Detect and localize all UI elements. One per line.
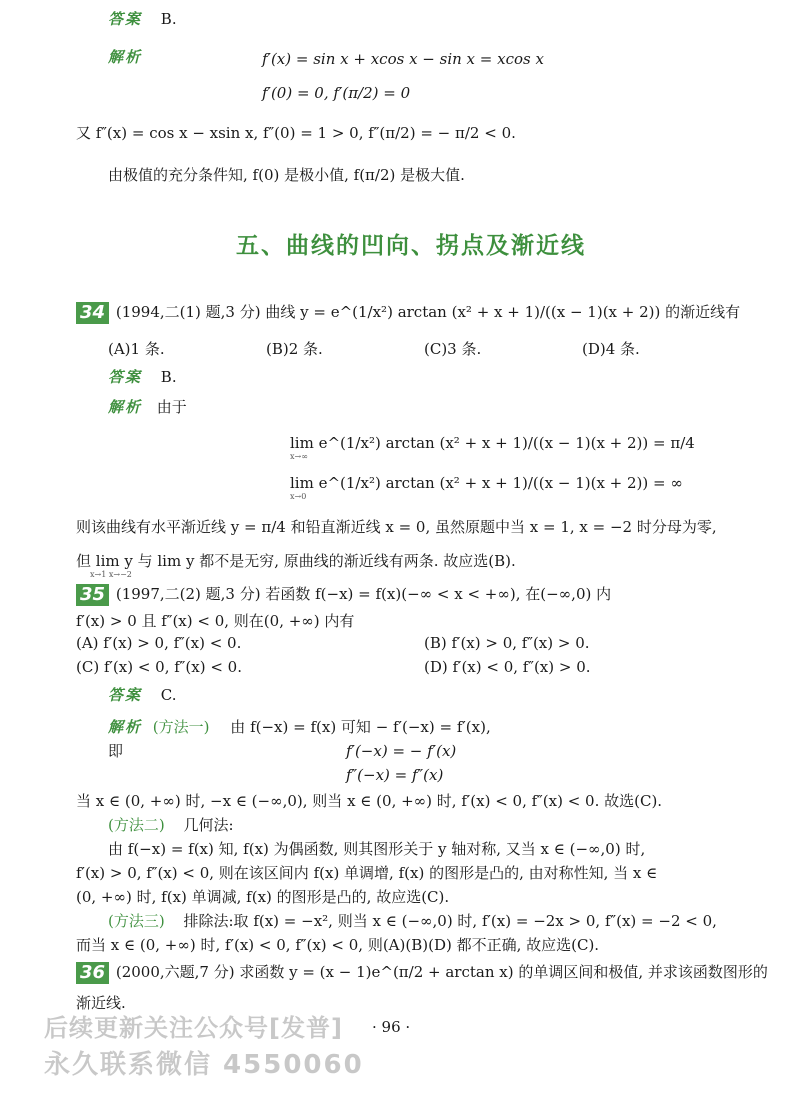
q34-option-b: (B)2 条. [266, 340, 323, 358]
q35-method-1-row: 解析 (方法一) 由 f(−x) = f(x) 可知 − f′(−x) = f′(x), [108, 718, 491, 736]
question-number-badge: 36 [76, 962, 109, 984]
q34-limit-1-sub: x→∞ [290, 452, 308, 461]
question-34-stem [76, 302, 740, 324]
question-number-badge: 34 [76, 302, 109, 324]
answer-row-top [108, 10, 177, 28]
q35-method-2-line-3: (0, +∞) 时, f(x) 单调减, f(x) 的图形是凸的, 故应选(C). [76, 888, 450, 906]
question-35-text-2: f′(x) > 0 且 f″(x) < 0, 则在(0, +∞) 内有 [76, 612, 355, 630]
q34-option-d: (D)4 条. [582, 340, 640, 358]
q34-answer-value: B. [160, 368, 177, 386]
q34-conclusion-2-sub: x→1 x→−2 [90, 570, 132, 579]
equation-f-prime: f′(x) = sin x + xcos x − sin x = xcos x [262, 50, 544, 68]
q34-analysis-row: 解析 由于 [108, 398, 187, 416]
answer-tag: 答案 [108, 10, 143, 28]
page-number: · 96 · [372, 1018, 411, 1036]
q34-limit-2-sub: x→0 [290, 492, 307, 501]
method-2-title: 几何法: [183, 816, 234, 834]
question-number-badge: 35 [76, 584, 109, 606]
q34-answer-row: 答案 B. [108, 368, 177, 386]
analysis-tag-top: 解析 [108, 48, 143, 66]
q35-eq-b: f″(−x) = f″(x) [346, 766, 444, 784]
q34-option-a: (A)1 条. [108, 340, 165, 358]
equation-f-prime-zero: f′(0) = 0, f′(π/2) = 0 [262, 84, 411, 102]
method-2-label: (方法二) [108, 816, 165, 834]
q34-analysis-intro: 由于 [156, 398, 187, 416]
question-35-stem [76, 584, 611, 606]
q35-ji: 即 [108, 742, 124, 760]
q34-conclusion-1: 则该曲线有水平渐近线 y = π/4 和铅直渐近线 x = 0, 虽然原题中当 x = 1, x = −2 时分母为零, [76, 518, 717, 536]
q35-method-2-line-1: 由 f(−x) = f(x) 知, f(x) 为偶函数, 则其图形关于 y 轴对称, 又当 x ∈ (−∞,0) 时, [108, 840, 646, 858]
method-1-text: 由 f(−x) = f(x) 可知 − f′(−x) = f′(x), [230, 718, 491, 736]
q35-method-1-conclusion: 当 x ∈ (0, +∞) 时, −x ∈ (−∞,0), 则当 x ∈ (0, +∞) 时, f′(x) < 0, f″(x) < 0. 故选(C). [76, 792, 663, 810]
q35-option-d: (D) f′(x) < 0, f″(x) > 0. [424, 658, 591, 676]
watermark-line-2: 永久联系微信 4550060 [44, 1050, 364, 1080]
second-derivative-line: 又 f″(x) = cos x − xsin x, f″(0) = 1 > 0, f″(π/2) = − π/2 < 0. [76, 124, 516, 142]
q35-option-c: (C) f′(x) < 0, f″(x) < 0. [76, 658, 242, 676]
answer-value: B. [160, 10, 177, 28]
question-36-text-2: 渐近线. [76, 994, 126, 1012]
q35-option-b: (B) f′(x) > 0, f″(x) > 0. [424, 634, 590, 652]
method-3-line-1: 排除法:取 f(x) = −x², 则当 x ∈ (−∞,0) 时, f′(x) = −2x > 0, f″(x) = −2 < 0, [183, 912, 717, 930]
q34-conclusion-2: 但 lim y 与 lim y 都不是无穷, 原曲线的渐近线有两条. 故应选(B). x→1 x→−2 [76, 552, 516, 579]
q35-method-2-row [108, 816, 234, 834]
q35-answer-row: 答案 C. [108, 686, 177, 704]
extremum-conclusion: 由极值的充分条件知, f(0) 是极小值, f(π/2) 是极大值. [108, 166, 465, 184]
q34-limit-1: lim e^(1/x²) arctan (x² + x + 1)/((x − 1)(x + 2)) = π/4 x→∞ [290, 434, 695, 461]
method-3-label: (方法三) [108, 912, 165, 930]
watermark-line-1: 后续更新关注公众号[发普] [44, 1014, 343, 1042]
q34-limit-2: lim e^(1/x²) arctan (x² + x + 1)/((x − 1)(x + 2)) = ∞ x→0 [290, 474, 683, 501]
question-36-text-1: (2000,六题,7 分) 求函数 y = (x − 1)e^(π/2 + arctan x) 的单调区间和极值, 并求该函数图形的 [115, 963, 768, 981]
section-title: 五、曲线的凹向、拐点及渐近线 [236, 233, 586, 259]
q34-option-c: (C)3 条. [424, 340, 482, 358]
question-35-text-1: (1997,二(2) 题,3 分) 若函数 f(−x) = f(x)(−∞ < x < +∞), 在(−∞,0) 内 [115, 585, 612, 603]
q35-eq-a: f′(−x) = − f′(x) [346, 742, 457, 760]
question-34-text: (1994,二(1) 题,3 分) 曲线 y = e^(1/x²) arctan (x² + x + 1)/((x − 1)(x + 2)) 的渐近线有 [115, 303, 741, 321]
q35-answer-value: C. [160, 686, 177, 704]
method-1-label: (方法一) [152, 718, 210, 736]
q35-option-a: (A) f′(x) > 0, f″(x) < 0. [76, 634, 242, 652]
q35-method-3-line-2: 而当 x ∈ (0, +∞) 时, f′(x) < 0, f″(x) < 0, 则(A)(B)(D) 都不正确, 故应选(C). [76, 936, 600, 954]
q35-method-2-line-2: f′(x) > 0, f″(x) < 0, 则在该区间内 f(x) 单调增, f(x) 的图形是凸的, 由对称性知, 当 x ∈ [76, 864, 658, 882]
question-36-stem [76, 962, 768, 984]
q35-method-3-row [108, 912, 717, 930]
